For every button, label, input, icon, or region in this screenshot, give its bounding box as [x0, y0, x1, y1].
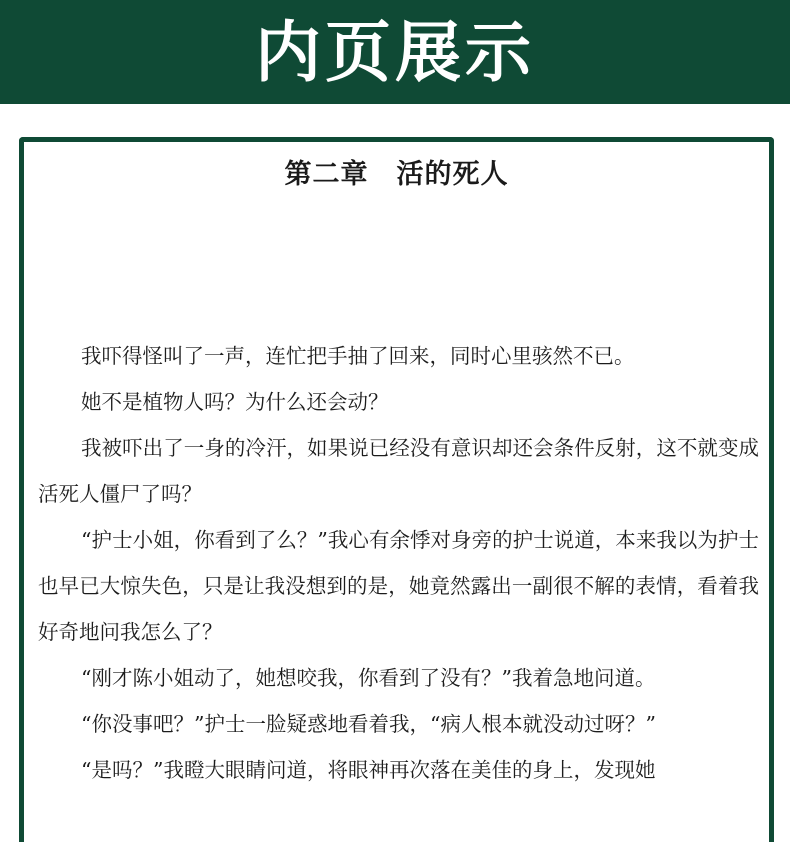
header-banner [0, 0, 790, 104]
page-body [38, 333, 759, 793]
paragraph: 我被吓出了一身的冷汗，如果说已经没有意识却还会条件反射，这不就变成活死人僵尸了吗？ [38, 436, 759, 506]
paragraph: “是吗？”我瞪大眼睛问道，将眼神再次落在美佳的身上，发现她 [81, 758, 656, 782]
paragraph: “刚才陈小姐动了，她想咬我，你看到了没有？”我着急地问道。 [81, 666, 656, 690]
book-page-frame [19, 137, 774, 842]
paragraph: 她不是植物人吗？为什么还会动？ [81, 390, 389, 414]
paragraph: “护士小姐，你看到了么？”我心有余悸对身旁的护士说道，本来我以为护士也早已大惊失色，只是让我没想到的是，她竟然露出一副很不解的表情，看着我好奇地问我怎么了？ [38, 528, 759, 644]
chapter-title: 第二章 活的死人 [284, 159, 509, 190]
banner-title: 内页展示 [255, 13, 535, 91]
paragraph: 我吓得怪叫了一声，连忙把手抽了回来，同时心里骇然不已。 [81, 344, 635, 368]
paragraph: “你没事吧？”护士一脸疑惑地看着我，“病人根本就没动过呀？” [81, 712, 656, 736]
